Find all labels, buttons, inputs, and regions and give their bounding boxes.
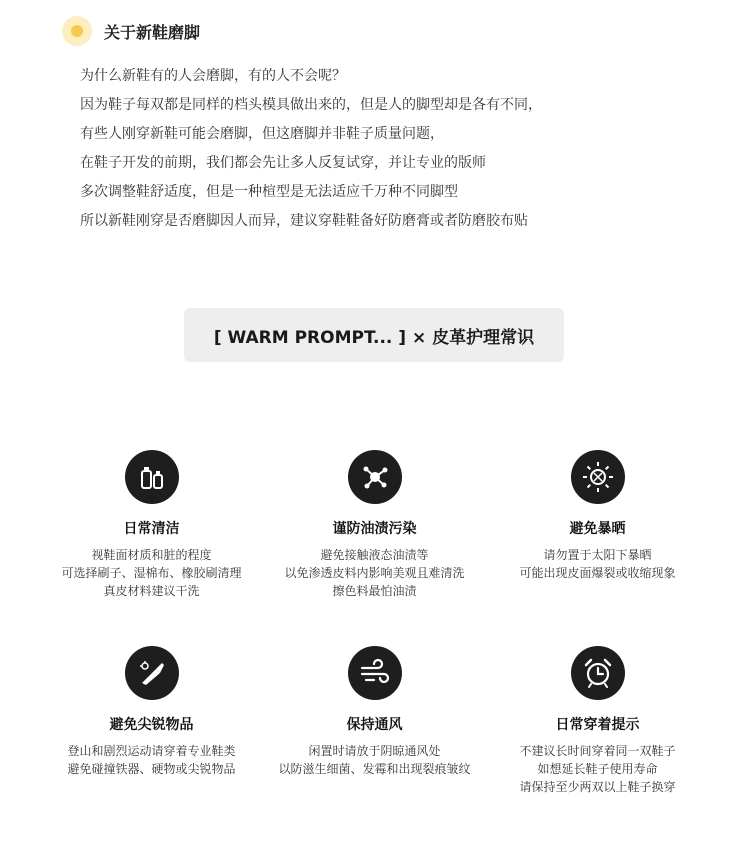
- intro-line: 所以新鞋刚穿是否磨脚因人而异，建议穿鞋鞋备好防磨膏或者防磨胶布贴: [80, 213, 528, 229]
- tip-description: [284, 546, 464, 600]
- tip-description: [278, 742, 470, 778]
- warm-prompt-banner: [ WARM PROMPT... ] × 皮革护理常识: [184, 308, 564, 362]
- intro-line: 有些人刚穿新鞋可能会磨脚，但这磨脚并非鞋子质量问题，: [80, 126, 444, 142]
- tip-line: 避免接触液态油渍等: [320, 548, 429, 562]
- intro-line: 因为鞋子每双都是同样的档头模具做出来的，但是人的脚型却是各有不同，: [80, 97, 542, 113]
- tip-avoid-sun: [486, 450, 709, 600]
- tip-daily-wear: [486, 646, 709, 796]
- tip-description: [519, 546, 675, 582]
- tip-title: 避免暴晒: [569, 521, 626, 537]
- tip-description: [519, 742, 675, 796]
- knife-icon: [125, 646, 179, 700]
- tip-line: 视鞋面材质和脏的程度: [91, 548, 212, 562]
- sun-icon: [571, 450, 625, 504]
- tip-line: 请保持至少两双以上鞋子换穿: [519, 780, 676, 794]
- oil-splash-icon: [348, 450, 402, 504]
- tip-title: 日常穿着提示: [555, 717, 640, 733]
- section-header: [62, 16, 200, 46]
- tip-line: 登山和剧烈运动请穿着专业鞋类: [67, 744, 236, 758]
- tip-line: 如想延长鞋子使用寿命: [537, 762, 658, 776]
- tip-line: 避免碰撞铁器、硬物或尖锐物品: [67, 762, 236, 776]
- tip-line: 闲置时请放于阴晾通风处: [308, 744, 441, 758]
- tip-title: 谨防油渍污染: [332, 521, 417, 537]
- wind-icon: [348, 646, 402, 700]
- alarm-clock-icon: [571, 646, 625, 700]
- tip-line: 以免渗透皮料内影响美观且难清洗: [284, 566, 465, 580]
- tip-line: 擦色料最怕油渍: [332, 584, 417, 598]
- tip-line: 可选择刷子、湿棉布、橡胶刷清理: [61, 566, 242, 580]
- tip-description: [67, 742, 235, 778]
- tip-line: 以防滋生细菌、发霉和出现裂痕皱纹: [278, 762, 471, 776]
- tip-title: 日常清洁: [123, 521, 180, 537]
- intro-text: [80, 62, 700, 236]
- tip-title: 保持通风: [346, 717, 403, 733]
- tip-ventilation: [263, 646, 486, 796]
- tip-description: [61, 546, 241, 600]
- care-tips-grid: [40, 450, 710, 796]
- tip-daily-cleaning: [40, 450, 263, 600]
- tip-line: 不建议长时间穿着同一双鞋子: [519, 744, 676, 758]
- cleaning-bottles-icon: [125, 450, 179, 504]
- intro-line: 为什么新鞋有的人会磨脚，有的人不会呢？: [80, 68, 346, 84]
- intro-line: 多次调整鞋舒适度，但是一种楦型是无法适应千万种不同脚型: [80, 184, 458, 200]
- tip-line: 请勿置于太阳下暴晒: [543, 548, 652, 562]
- tip-avoid-sharp: [40, 646, 263, 796]
- tip-title: 避免尖锐物品: [109, 717, 194, 733]
- tip-line: 真皮材料建议干洗: [103, 584, 200, 598]
- intro-line: 在鞋子开发的前期，我们都会先让多人反复试穿，并让专业的版师: [80, 155, 486, 171]
- bullet-dot-icon: [62, 16, 92, 46]
- section-title: 关于新鞋磨脚: [104, 22, 201, 42]
- tip-line: 可能出现皮面爆裂或收缩现象: [519, 566, 676, 580]
- tip-oil-stain: [263, 450, 486, 600]
